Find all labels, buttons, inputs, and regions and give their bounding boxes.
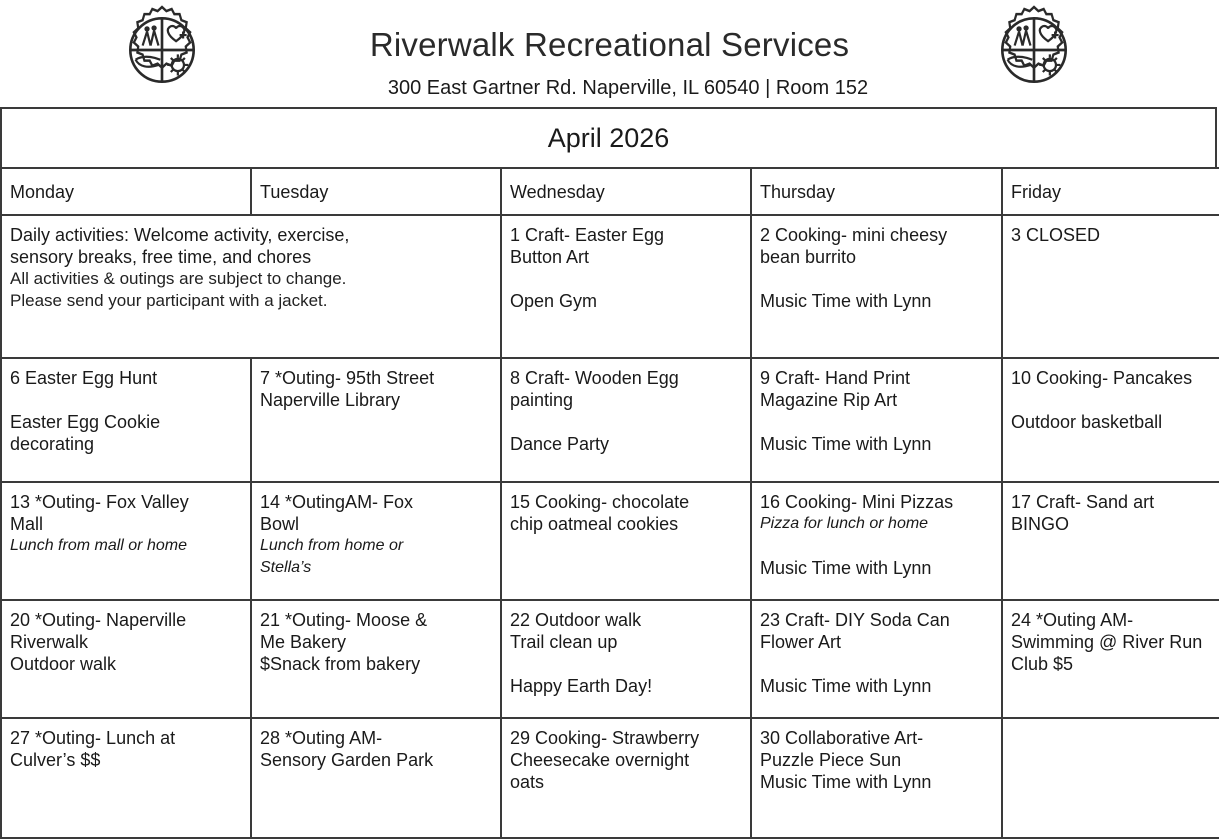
day-cell-21	[252, 601, 502, 719]
activity-line: decorating	[10, 434, 95, 454]
day-cell-6	[2, 359, 252, 483]
day-header-thursday: Thursday	[752, 169, 1003, 216]
activity-line: chip oatmeal cookies	[510, 514, 679, 534]
day-cell-1	[502, 216, 752, 359]
activity-line: 28 *Outing AM-	[260, 728, 383, 748]
activity-line: Riverwalk	[10, 632, 89, 652]
activity-line: BINGO	[1011, 514, 1070, 534]
day-header-monday: Monday	[2, 169, 252, 216]
activity-line: Cheesecake overnight	[510, 750, 690, 770]
activity-line: 6 Easter Egg Hunt	[10, 368, 158, 388]
day-header-tuesday: Tuesday	[252, 169, 502, 216]
intro-line: All activities & outings are subject to change.	[10, 269, 347, 288]
activity-line: 2 Cooking- mini cheesy	[760, 225, 948, 245]
activity-line: Music Time with Lynn	[760, 772, 932, 792]
activity-note: Lunch from mall or home	[10, 537, 187, 554]
activity-line: Club $5	[1011, 654, 1074, 674]
activity-line: 3 CLOSED	[1011, 225, 1101, 245]
calendar-grid	[0, 167, 1219, 839]
activity-line: Easter Egg Cookie	[10, 412, 161, 432]
day-cell-13	[2, 483, 252, 601]
activity-line: $Snack from bakery	[260, 654, 421, 674]
activity-line: 10 Cooking- Pancakes	[1011, 368, 1193, 388]
day-cell-empty	[1003, 719, 1219, 839]
activity-line: Naperville Library	[260, 390, 401, 410]
activity-line: 27 *Outing- Lunch at	[10, 728, 176, 748]
activity-line: 21 *Outing- Moose &	[260, 610, 428, 630]
daily-activities-note	[2, 216, 502, 359]
activity-line: 1 Craft- Easter Egg	[510, 225, 665, 245]
activity-line: 30 Collaborative Art-	[760, 728, 924, 748]
activity-line: Open Gym	[510, 291, 598, 311]
activity-line: Dance Party	[510, 434, 610, 454]
activity-line: Bowl	[260, 514, 300, 534]
day-cell-24	[1003, 601, 1219, 719]
day-cell-30	[752, 719, 1003, 839]
activity-line: Happy Earth Day!	[510, 676, 653, 696]
day-cell-28	[252, 719, 502, 839]
activity-line: 23 Craft- DIY Soda Can	[760, 610, 950, 630]
org-address: 300 East Gartner Rd. Naperville, IL 60540 | Room 152	[387, 77, 869, 99]
day-cell-14	[252, 483, 502, 601]
day-cell-29	[502, 719, 752, 839]
day-cell-27	[2, 719, 252, 839]
activity-line: Mall	[10, 514, 44, 534]
activity-line: 14 *OutingAM- Fox	[260, 492, 414, 512]
day-cell-15	[502, 483, 752, 601]
day-header-wednesday: Wednesday	[502, 169, 752, 216]
day-cell-7	[252, 359, 502, 483]
activity-line: bean burrito	[760, 247, 857, 267]
day-cell-23	[752, 601, 1003, 719]
activity-line: Music Time with Lynn	[760, 291, 932, 311]
activity-line: Flower Art	[760, 632, 842, 652]
activity-line: Music Time with Lynn	[760, 676, 932, 696]
activity-line: Puzzle Piece Sun	[760, 750, 902, 770]
calendar	[0, 107, 1219, 837]
activity-line: Music Time with Lynn	[760, 434, 932, 454]
activity-line: 22 Outdoor walk	[510, 610, 642, 630]
month-title: April 2026	[0, 107, 1217, 167]
day-cell-22	[502, 601, 752, 719]
day-cell-17	[1003, 483, 1219, 601]
day-cell-20	[2, 601, 252, 719]
day-cell-16	[752, 483, 1003, 601]
activity-line: Button Art	[510, 247, 590, 267]
intro-line: Daily activities: Welcome activity, exercise,	[10, 225, 350, 245]
activity-line: 20 *Outing- Naperville	[10, 610, 187, 630]
intro-line: Please send your participant with a jacket.	[10, 291, 328, 310]
activity-line: Outdoor walk	[10, 654, 117, 674]
activity-line: Swimming @ River Run	[1011, 632, 1203, 652]
intro-line: sensory breaks, free time, and chores	[10, 247, 312, 267]
activity-line: Trail clean up	[510, 632, 618, 652]
activity-line: 9 Craft- Hand Print	[760, 368, 911, 388]
activity-note: Lunch from home or	[260, 537, 404, 554]
day-cell-10	[1003, 359, 1219, 483]
activity-line: oats	[510, 772, 545, 792]
activity-line: Culver’s $$	[10, 750, 101, 770]
org-title: Riverwalk Recreational Services	[369, 26, 850, 63]
activity-line: 24 *Outing AM-	[1011, 610, 1134, 630]
activity-line: Outdoor basketball	[1011, 412, 1163, 432]
activity-line: 8 Craft- Wooden Egg	[510, 368, 679, 388]
activity-line: 29 Cooking- Strawberry	[510, 728, 700, 748]
activity-line: Magazine Rip Art	[760, 390, 898, 410]
activity-line: 17 Craft- Sand art	[1011, 492, 1155, 512]
activity-line: Sensory Garden Park	[260, 750, 434, 770]
day-header-friday: Friday	[1003, 169, 1219, 216]
activity-line: 7 *Outing- 95th Street	[260, 368, 435, 388]
activity-note: Stella’s	[260, 559, 312, 576]
day-cell-9	[752, 359, 1003, 483]
activity-line: painting	[510, 390, 574, 410]
activity-note: Pizza for lunch or home	[760, 515, 929, 532]
activity-line: 15 Cooking- chocolate	[510, 492, 690, 512]
day-cell-8	[502, 359, 752, 483]
activity-line: Me Bakery	[260, 632, 347, 652]
day-cell-3	[1003, 216, 1219, 359]
activity-line: Music Time with Lynn	[760, 558, 932, 578]
activity-line: 16 Cooking- Mini Pizzas	[760, 492, 954, 512]
day-cell-2	[752, 216, 1003, 359]
activity-line: 13 *Outing- Fox Valley	[10, 492, 189, 512]
